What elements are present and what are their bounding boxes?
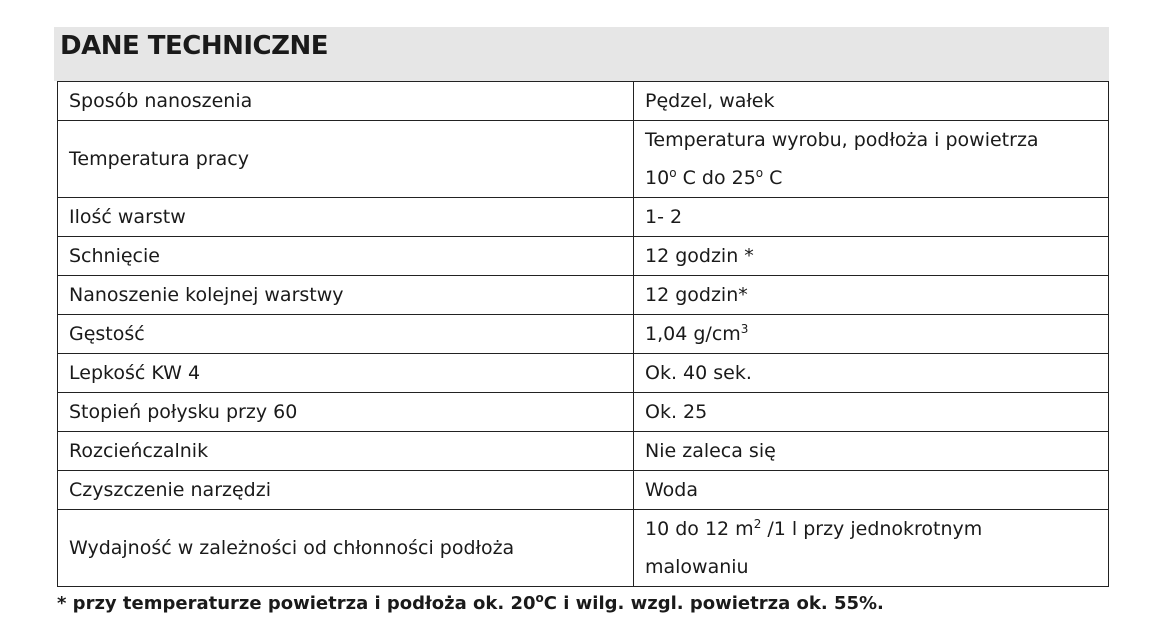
table-row	[58, 471, 1109, 510]
row-label: Gęstość	[58, 315, 634, 354]
row-label: Stopień połysku przy 60	[58, 393, 634, 432]
table-row	[58, 82, 1109, 121]
page-title: DANE TECHNICZNE	[60, 31, 329, 61]
row-value: 1- 2	[634, 198, 1109, 237]
row-value: Pędzel, wałek	[634, 82, 1109, 121]
row-value: 1,04 $g/cm^3$	[634, 315, 1109, 354]
table-row	[58, 276, 1109, 315]
table-row	[58, 121, 1109, 198]
row-label: Sposób nanoszenia	[58, 82, 634, 121]
row-label: Rozcieńczalnik	[58, 432, 634, 471]
row-value: Nie zaleca się	[634, 432, 1109, 471]
row-value: Woda	[634, 471, 1109, 510]
row-value: Ok. 40 sek.	[634, 354, 1109, 393]
row-value: Ok. 25	[634, 393, 1109, 432]
row-label: Lepkość KW 4	[58, 354, 634, 393]
row-value: 12 godzin *	[634, 237, 1109, 276]
table-row	[58, 354, 1109, 393]
table-row	[58, 237, 1109, 276]
row-label: Ilość warstw	[58, 198, 634, 237]
value-line: Temperatura wyrobu, podłoża i powietrza	[645, 129, 1039, 151]
technical-data-table	[57, 81, 1109, 587]
value-line: malowaniu	[645, 556, 749, 578]
row-label: Nanoszenie kolejnej warstwy	[58, 276, 634, 315]
row-value	[634, 510, 1109, 587]
table-row	[58, 393, 1109, 432]
row-value	[634, 121, 1109, 198]
row-label: Schnięcie	[58, 237, 634, 276]
table-row	[58, 315, 1109, 354]
value-line-formatted: 10 do 12 $m^2$ /1 l przy jednokrotnym	[645, 517, 983, 540]
section-header	[54, 27, 1109, 81]
row-label: Temperatura pracy	[58, 121, 634, 198]
table-row	[58, 432, 1109, 471]
table-row	[58, 510, 1109, 587]
value-line-formatted: 10$^o$ C do 25$^o$ C	[645, 166, 783, 189]
row-label: Wydajność w zależności od chłonności podłoża	[58, 510, 634, 587]
row-value: 12 godzin*	[634, 276, 1109, 315]
table-row	[58, 198, 1109, 237]
row-label: Czyszczenie narzędzi	[58, 471, 634, 510]
footnote: * przy temperaturze powietrza i podłoża ok. 20$^o$C i wilg. wzgl. powietrza ok. 55%.	[57, 591, 884, 614]
